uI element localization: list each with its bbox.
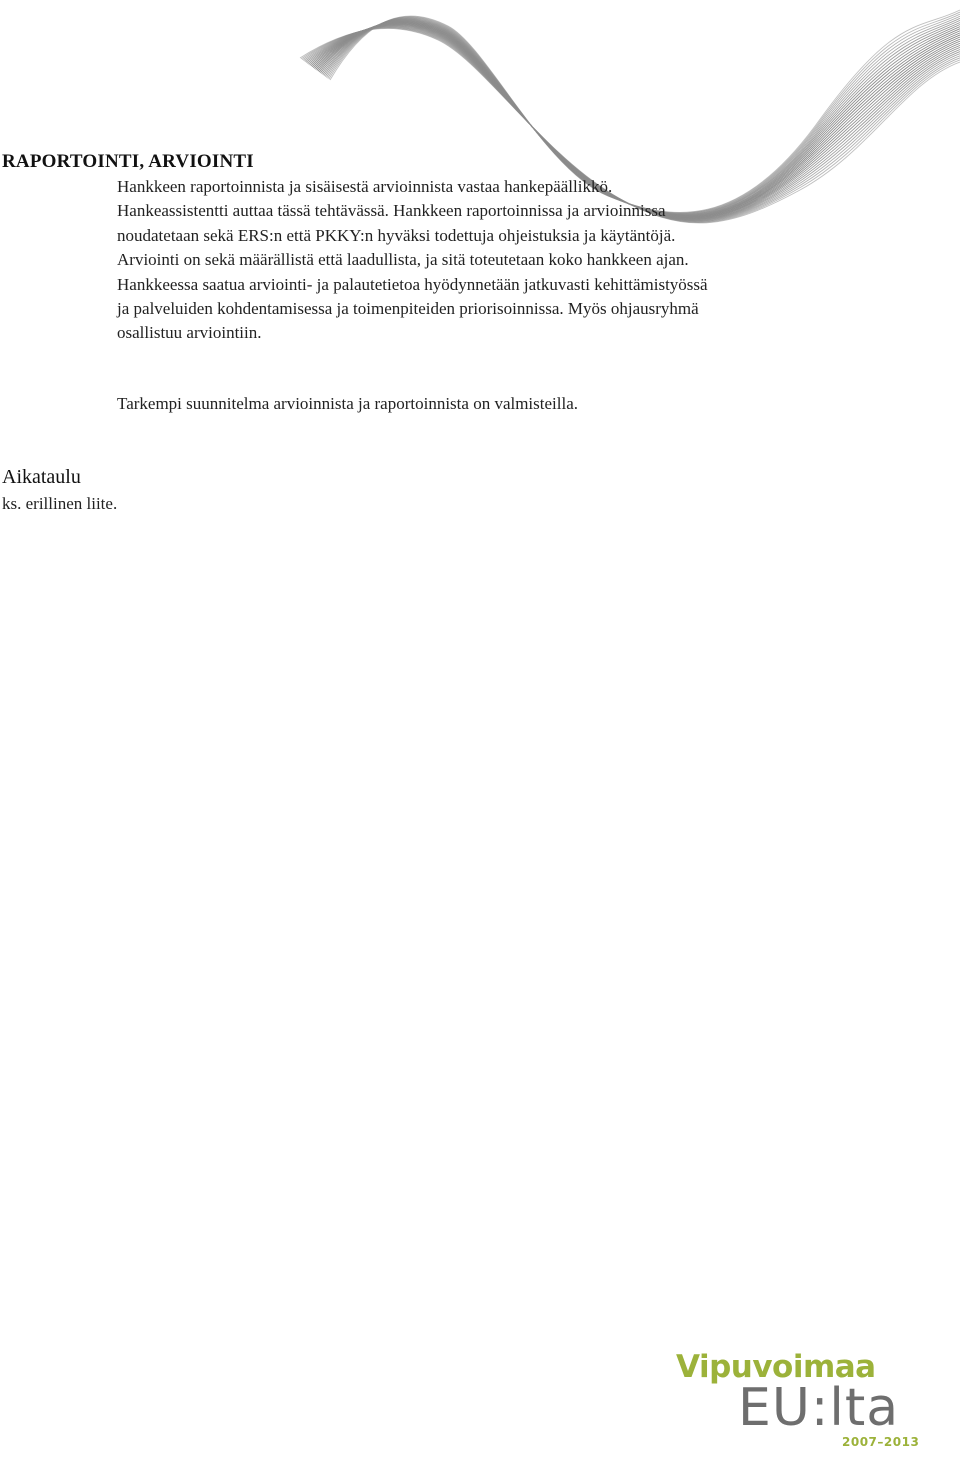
section-note-paragraph: Tarkempi suunnitelma arvioinnista ja raportoinnista on valmisteilla. [117, 394, 579, 413]
vipuvoimaa-eu-logo [676, 1350, 926, 1450]
schedule-text: ks. erillinen liite. [2, 494, 118, 513]
schedule-heading: Aikataulu [2, 466, 81, 488]
section-heading-raportointi: RAPORTOINTI, ARVIOINTI [2, 151, 254, 172]
logo-text-vipuvoimaa: Vipuvoimaa [676, 1349, 876, 1385]
logo-years: 2007–2013 [842, 1435, 920, 1449]
logo-text-eulta: EU:lta [738, 1378, 900, 1438]
section-body-paragraph: Hankkeen raportoinnista ja sisäisestä arvioinnista vastaa hankepäällikkö. Hankeassistentti auttaa tässä tehtävässä. Hankkeen raportoinnissa ja arvioinnissa noudatetaan sekä ERS:n että PKKY:n hyväksi todettuja ohjeistuksia ja käytäntöjä. Arviointi on sekä määrällistä että laadullista, ja sitä toteutetaan koko hankkeen ajan. Hankkeessa saatua arviointi- ja palautetietoa hyödynnetään jatkuvasti kehittämistyössä ja palveluiden kohdentamisessa ja toimenpiteiden priorisoinnissa. Myös ohjausryhmä osallistuu arviointiin. [117, 177, 708, 343]
